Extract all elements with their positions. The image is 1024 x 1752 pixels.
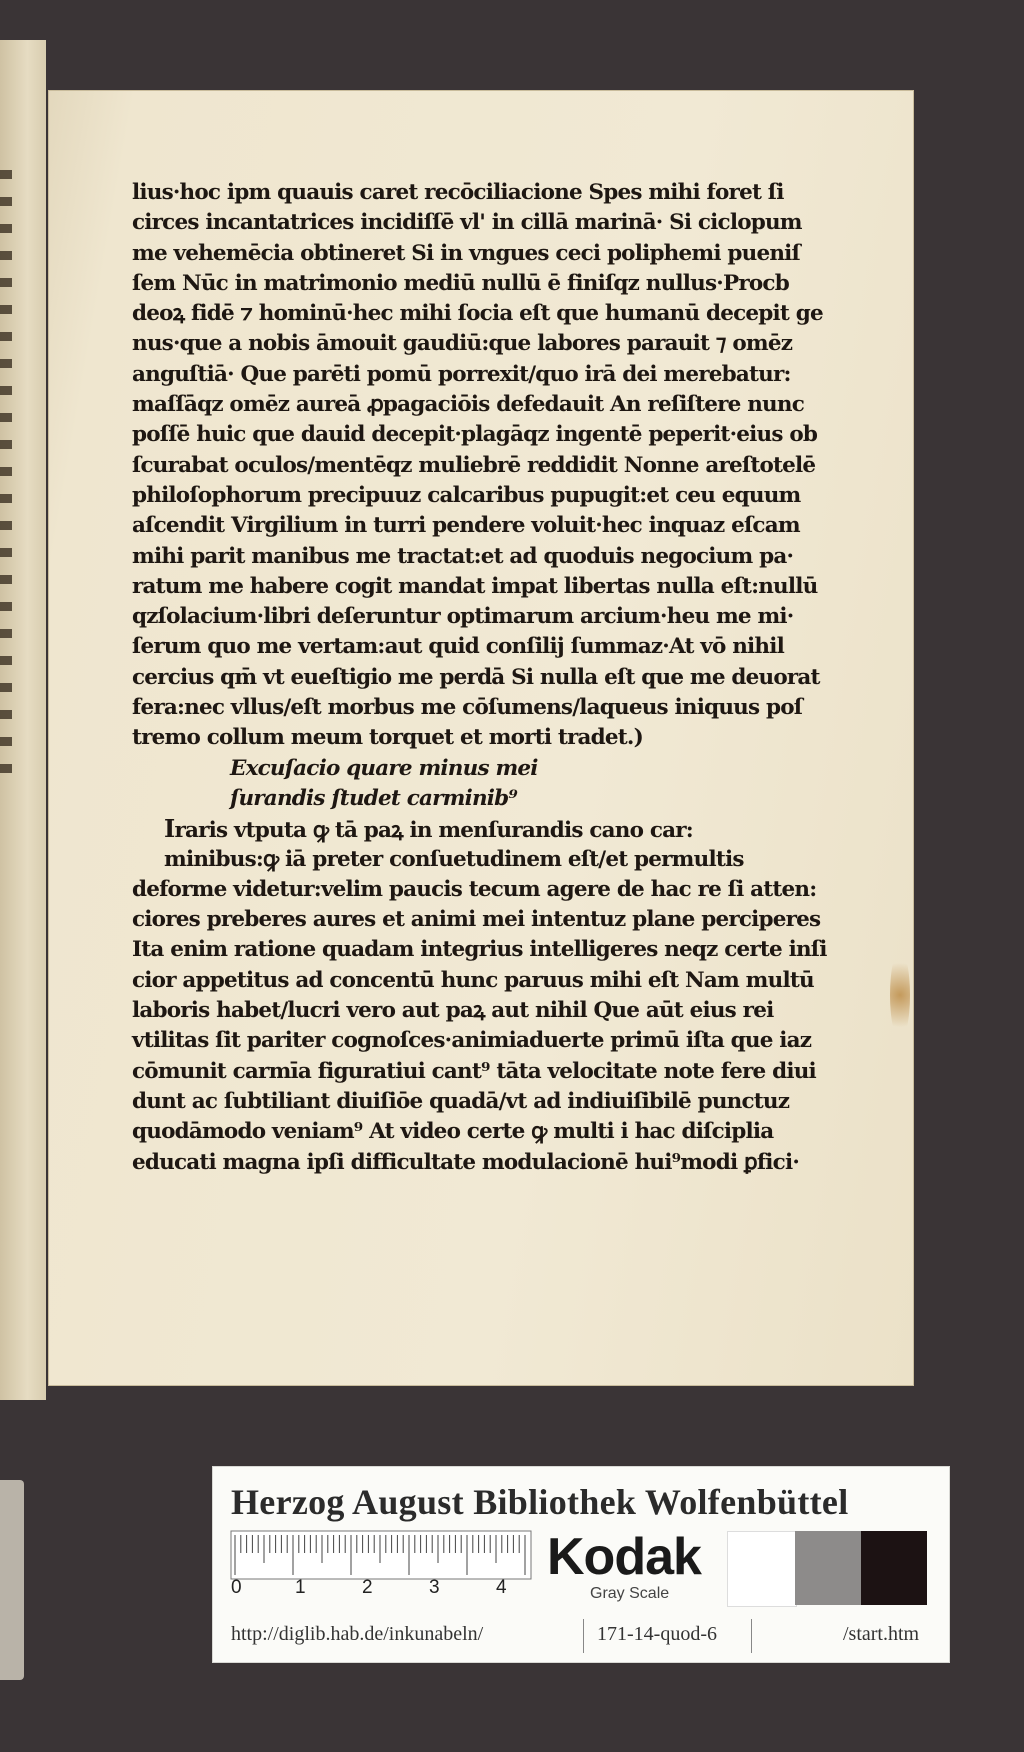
text-line: ſerum quo me vertam:aut quid conſilij ſummaz·At vō nihil [132,634,784,660]
ruler-number: 4 [496,1577,507,1598]
text-line: qzſolacium·libri deſeruntur optimarum arcium·heu me mi· [132,604,794,630]
library-title: Herzog August Bibliothek Wolfenbüttel [231,1482,849,1522]
kodak-logo: Kodak [547,1528,701,1586]
url-row [231,1617,943,1653]
ruler-number: 3 [429,1577,440,1598]
text-line: tremo collum meum torquet et morti tradet.) [132,725,643,751]
text-line: educati magna ipſi difficultate modulacionē hui⁹modi ꝑfici· [132,1149,800,1175]
text-line: philoſophorum precipuuz calcaribus pupugit:et ceu equum [132,482,801,508]
section-heading-line: ſurandis ſtudet carminib⁹ [230,785,518,811]
text-line: minibus:ꝙ iā preter conſuetudinem eſt/et permultis [164,846,744,872]
ruler-scale [231,1531,531,1579]
text-line: me vehemēcia obtineret Si in vngues ceci poliphemi pueniſ [132,240,800,266]
ruler-numbers [231,1577,531,1601]
text-line: deoꝝ fidē ⁊ hominū·hec mihi ſocia eſt que humanū decepit ge [132,301,823,327]
text-line: anguſtiā· Que parēti pomū porrexit/quo irā dei merebatur: [132,361,791,387]
initial-letter: I [164,814,175,844]
text-line: maſſāqz omēz aureā ꝓpagaciōis defedauit An reſiſtere nunc [132,392,804,418]
text-line: ſcurabat oculos/mentēqz muliebrē reddidit Nonne areſtotelē [132,452,816,478]
gray-swatch-dark [861,1531,927,1605]
text-line: mihi parit manibus me tractat:et ad quoduis negocium pa· [132,543,794,569]
ruler-number: 1 [295,1577,306,1598]
previous-leaf-print-marks [0,170,12,790]
text-line: cior appetitus ad concentū hunc paruus mihi eſt Nam multū [132,967,814,993]
text-line: quodāmodo veniam⁹ At video certe ꝙ multi i hac diſciplia [132,1119,774,1145]
text-line: lius·hoc ipm quauis caret recōciliacione Spes mihi foret ſi [132,180,784,205]
url-id: 171-14-quod-6 [597,1623,717,1645]
text-line: dunt ac ſubtiliant diuiſiōe quadā/vt ad indiuiſibilē punctuz [132,1088,790,1114]
text-line: ſem Nūc in matrimonio mediū nullū ē finiſqz nullus·Procb [132,270,789,296]
page-text [132,178,827,1178]
text-line: Ita enim ratione quadam integrius intelligeres neqz certe inſi [132,937,827,963]
book-support-tab [0,1480,24,1680]
gray-scale-label: Gray Scale [590,1585,670,1602]
text-line: aſcendit Virgilium in turri pendere voluit·hec inquaz eſcam [132,513,800,539]
text-line: circes incantatrices incidiſſē vl' in cillā marinā· Si ciclopum [132,210,802,236]
text-line: deforme videtur:velim paucis tecum agere de hac re ſi atten: [132,876,817,902]
text-line: laboris habet/lucri vero aut paꝝ aut nihil Que aūt eius rei [132,998,774,1024]
url-prefix: http://diglib.hab.de/inkunabeln/ [231,1623,484,1645]
text-line: cōmunit carmīa figuratiui cant⁹ tāta velocitate note fere diui [132,1058,816,1084]
text-line: nus·que a nobis āmouit gaudiū:que labores parauit ⁊ omēz [132,331,793,357]
ruler-number: 0 [231,1577,242,1598]
gray-swatch-mid [795,1531,861,1605]
gray-swatch-white [727,1531,797,1607]
color-reference-strip [212,1466,950,1663]
ruler-number: 2 [362,1577,373,1598]
text-line: cercius qm̄ vt eueſtigio me perdā Si nulla eſt que me deuorat [132,664,820,690]
text-line: ciores preberes aures et animi mei intentuz plane perciperes [132,907,821,933]
text-line: ratum me habere cogit mandat impat libertas nulla eſt:nullū [132,573,818,599]
previous-leaf-edge [0,40,46,1400]
text-line: poſſē huic que dauid decepit·plagāqz ingentē peperit·eius ob [132,422,818,448]
text-line [132,814,752,844]
section-heading-line: Excuſacio quare minus mei [230,755,538,781]
text-line: fera:nec vllus/eſt morbus me cōſumens/laqueus iniquus poſ [132,695,803,721]
url-separator [583,1619,584,1653]
page-stain [890,950,910,1040]
text-line-rest: raris vtputa ꝙ tā paꝝ in menſurandis cano car: [174,818,693,844]
text-line: vtilitas ſit pariter cognoſces·animiaduerte primū iſta que iaz [132,1028,812,1054]
url-suffix: /start.htm [843,1623,920,1645]
url-separator [751,1619,752,1653]
